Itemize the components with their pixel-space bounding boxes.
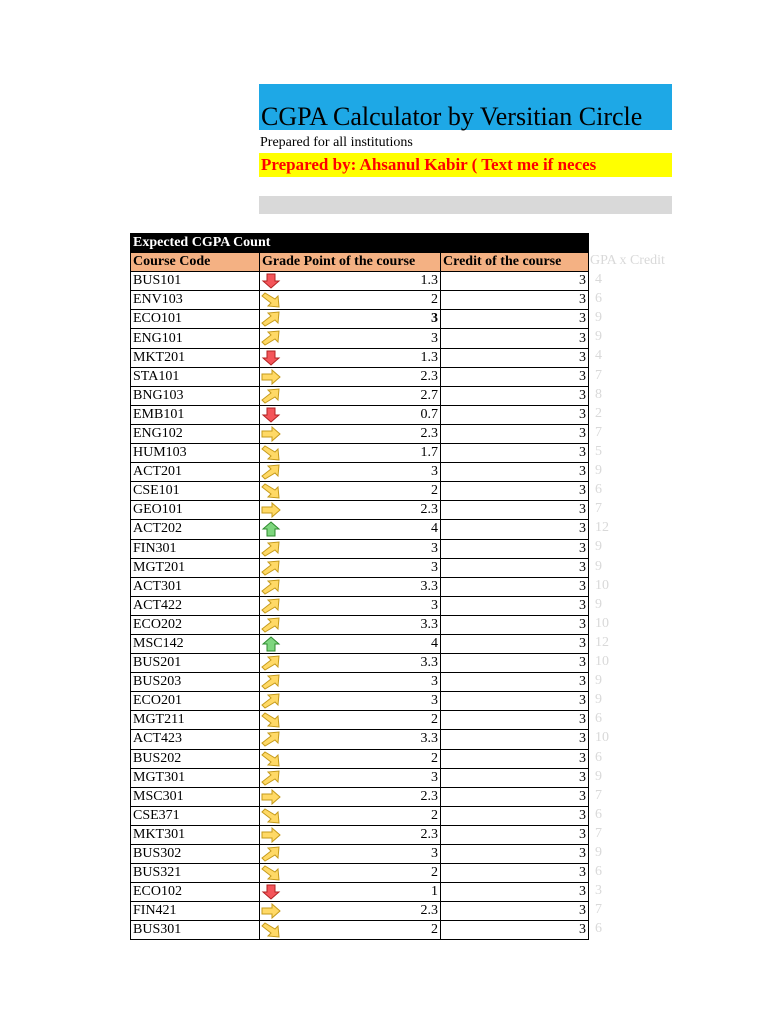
gpa-credit-value: 7	[595, 787, 602, 803]
course-code-cell[interactable]: ECO101	[131, 310, 260, 329]
section-title-row	[131, 234, 589, 253]
credit-cell[interactable]: 3	[441, 329, 589, 348]
yellow-up-right-arrow-icon	[261, 674, 281, 690]
grade-point-value: 2.3	[420, 903, 438, 919]
table-row	[131, 348, 589, 367]
credit-cell[interactable]: 3	[441, 883, 589, 902]
grade-point-value: 3	[431, 464, 438, 480]
gpa-credit-value: 9	[595, 463, 602, 478]
grade-point-value: 2.3	[420, 502, 438, 518]
gpa-credit-value: 6	[595, 921, 602, 937]
grade-point-cell[interactable]	[260, 577, 441, 596]
grade-point-value: 4	[431, 636, 438, 652]
credit-cell[interactable]: 3	[441, 921, 589, 940]
course-code-cell[interactable]: BUS202	[131, 749, 260, 768]
table-row	[131, 634, 589, 653]
red-down-arrow-icon	[261, 884, 281, 900]
gpa-credit-value: 9	[595, 673, 602, 689]
table-row	[131, 272, 589, 291]
gpa-credit-value: 7	[595, 424, 602, 440]
author-text: Prepared by: Ahsanul Kabir ( Text me if neces	[261, 155, 597, 174]
gpa-credit-value: 9	[595, 596, 602, 612]
grade-point-value: 3	[431, 559, 438, 575]
grade-point-value: 3	[431, 330, 438, 346]
section-title: Expected CGPA Count	[131, 234, 589, 253]
yellow-right-arrow-icon	[261, 789, 281, 805]
gpa-credit-value: 4	[595, 348, 602, 364]
green-up-arrow-icon	[261, 636, 281, 652]
course-code-cell[interactable]: BUS203	[131, 673, 260, 692]
credit-cell[interactable]: 3	[441, 634, 589, 653]
yellow-down-right-arrow-icon	[261, 292, 281, 308]
grade-point-cell[interactable]	[260, 291, 441, 310]
grade-point-cell[interactable]	[260, 272, 441, 291]
gpa-credit-value: 6	[595, 806, 602, 822]
grade-point-value: 4	[431, 521, 438, 537]
credit-cell[interactable]: 3	[441, 730, 589, 749]
table-row	[131, 424, 589, 443]
table-row	[131, 520, 589, 539]
course-code-cell[interactable]: ACT201	[131, 463, 260, 482]
col-header-grade-point[interactable]: Grade Point of the course	[260, 253, 441, 272]
page-subtitle: Prepared for all institutions	[260, 135, 413, 150]
cgpa-table	[130, 233, 589, 940]
table-row	[131, 558, 589, 577]
grade-point-cell[interactable]	[260, 883, 441, 902]
table-row	[131, 730, 589, 749]
gpa-credit-value: 6	[595, 482, 602, 498]
grade-point-value: 2	[431, 865, 438, 881]
grade-point-value: 2.3	[420, 368, 438, 384]
gpa-credit-value: 9	[595, 558, 602, 574]
course-code-cell[interactable]: BUS302	[131, 845, 260, 864]
course-code-cell[interactable]: MSC142	[131, 634, 260, 653]
table-row	[131, 845, 589, 864]
grade-point-cell[interactable]	[260, 558, 441, 577]
grade-point-value: 3.3	[420, 655, 438, 671]
credit-cell[interactable]: 3	[441, 654, 589, 673]
grade-point-value: 2	[431, 922, 438, 938]
credit-cell[interactable]: 3	[441, 692, 589, 711]
grade-point-cell[interactable]	[260, 787, 441, 806]
yellow-up-right-arrow-icon	[261, 770, 281, 786]
yellow-down-right-arrow-icon	[261, 865, 281, 881]
red-down-arrow-icon	[261, 407, 281, 423]
table-row	[131, 444, 589, 463]
grade-point-value: 3	[431, 674, 438, 690]
gpa-credit-value: 9	[595, 692, 602, 708]
course-code-cell[interactable]: ENG101	[131, 329, 260, 348]
yellow-right-arrow-icon	[261, 502, 281, 518]
grade-point-cell[interactable]	[260, 310, 441, 329]
grade-point-cell[interactable]	[260, 348, 441, 367]
yellow-down-right-arrow-icon	[261, 445, 281, 461]
grade-point-cell[interactable]	[260, 424, 441, 443]
credit-cell[interactable]: 3	[441, 348, 589, 367]
table-row	[131, 883, 589, 902]
table-row	[131, 577, 589, 596]
credit-cell[interactable]: 3	[441, 749, 589, 768]
credit-cell[interactable]: 3	[441, 539, 589, 558]
course-code-cell[interactable]: FIN301	[131, 539, 260, 558]
table-row	[131, 539, 589, 558]
grade-point-cell[interactable]	[260, 520, 441, 539]
course-code-cell[interactable]: ECO201	[131, 692, 260, 711]
course-code-cell[interactable]: MSC301	[131, 787, 260, 806]
grade-point-value: 3	[431, 769, 438, 785]
column-header-row	[131, 253, 589, 272]
table-row	[131, 482, 589, 501]
grade-point-value: 1	[431, 884, 438, 900]
grade-point-cell[interactable]	[260, 825, 441, 844]
grade-point-value: 2.3	[420, 826, 438, 842]
yellow-right-arrow-icon	[261, 827, 281, 843]
credit-cell[interactable]: 3	[441, 367, 589, 386]
yellow-up-right-arrow-icon	[261, 560, 281, 576]
grade-point-value: 3.3	[420, 578, 438, 594]
table-row	[131, 806, 589, 825]
course-code-cell[interactable]: ACT422	[131, 596, 260, 615]
gpa-credit-value: 7	[595, 902, 602, 918]
yellow-up-right-arrow-icon	[261, 846, 281, 862]
grade-point-cell[interactable]	[260, 768, 441, 787]
table-row	[131, 692, 589, 711]
gpa-credit-value: 9	[595, 310, 602, 326]
grade-point-value: 2.3	[420, 425, 438, 441]
grade-point-cell[interactable]	[260, 711, 441, 730]
table-row	[131, 615, 589, 634]
gpa-credit-value: 2	[595, 405, 602, 421]
grade-point-cell[interactable]	[260, 444, 441, 463]
grade-point-cell[interactable]	[260, 749, 441, 768]
credit-cell[interactable]: 3	[441, 806, 589, 825]
grade-point-cell[interactable]	[260, 482, 441, 501]
course-code-cell[interactable]: ECO202	[131, 615, 260, 634]
grade-point-value: 2.3	[420, 788, 438, 804]
table-row	[131, 501, 589, 520]
gray-divider-bar	[259, 196, 672, 214]
grade-point-cell[interactable]	[260, 501, 441, 520]
grade-point-value: 3.3	[420, 616, 438, 632]
grade-point-cell[interactable]	[260, 386, 441, 405]
credit-cell[interactable]: 3	[441, 558, 589, 577]
grade-point-cell[interactable]	[260, 367, 441, 386]
gpa-credit-value: 7	[595, 367, 602, 383]
gpa-credit-value: 6	[595, 291, 602, 307]
course-code-cell[interactable]: MGT301	[131, 768, 260, 787]
credit-cell[interactable]: 3	[441, 463, 589, 482]
table-row	[131, 768, 589, 787]
credit-cell[interactable]: 3	[441, 577, 589, 596]
yellow-up-right-arrow-icon	[261, 388, 281, 404]
grade-point-value: 0.7	[420, 406, 438, 422]
course-code-cell[interactable]: BNG103	[131, 386, 260, 405]
credit-cell[interactable]: 3	[441, 787, 589, 806]
course-code-cell[interactable]: ECO102	[131, 883, 260, 902]
credit-cell[interactable]: 3	[441, 520, 589, 539]
table-row	[131, 654, 589, 673]
grade-point-value: 2	[431, 750, 438, 766]
credit-cell[interactable]: 3	[441, 501, 589, 520]
gpa-credit-value: 9	[595, 539, 602, 555]
table-row	[131, 386, 589, 405]
grade-point-value: 3	[431, 597, 438, 613]
table-row	[131, 405, 589, 424]
grade-point-value: 3.3	[420, 731, 438, 747]
gpa-credit-value: 10	[595, 615, 609, 631]
table-row	[131, 310, 589, 329]
course-code-cell[interactable]: CSE371	[131, 806, 260, 825]
yellow-up-right-arrow-icon	[261, 579, 281, 595]
credit-cell[interactable]: 3	[441, 386, 589, 405]
grade-point-value: 2	[431, 807, 438, 823]
grade-point-value: 1.3	[420, 349, 438, 365]
grade-point-value: 2.7	[420, 387, 438, 403]
grade-point-cell[interactable]	[260, 673, 441, 692]
course-code-cell[interactable]: MGT201	[131, 558, 260, 577]
gpa-credit-value: 8	[595, 386, 602, 402]
table-row	[131, 787, 589, 806]
course-code-cell[interactable]: FIN421	[131, 902, 260, 921]
table-row	[131, 864, 589, 883]
grade-point-value: 3	[431, 846, 438, 862]
yellow-up-right-arrow-icon	[261, 464, 281, 480]
course-code-cell[interactable]: CSE101	[131, 482, 260, 501]
course-code-cell[interactable]: ACT301	[131, 577, 260, 596]
grade-point-value: 1.7	[420, 445, 438, 461]
page-title: CGPA Calculator by Versitian Circle	[261, 102, 643, 131]
grade-point-value: 1.3	[420, 273, 438, 289]
grade-point-cell[interactable]	[260, 654, 441, 673]
grade-point-cell[interactable]	[260, 730, 441, 749]
gpa-credit-value: 10	[595, 577, 609, 593]
credit-cell[interactable]: 3	[441, 272, 589, 291]
grade-point-cell[interactable]	[260, 405, 441, 424]
gpa-credit-value: 5	[595, 443, 602, 459]
credit-cell[interactable]: 3	[441, 902, 589, 921]
grade-point-cell[interactable]	[260, 596, 441, 615]
gpa-credit-value: 12	[595, 520, 609, 536]
course-code-cell[interactable]: GEO101	[131, 501, 260, 520]
course-code-cell[interactable]: ACT423	[131, 730, 260, 749]
credit-cell[interactable]: 3	[441, 864, 589, 883]
credit-cell[interactable]: 3	[441, 310, 589, 329]
grade-point-value: 2	[431, 292, 438, 308]
yellow-up-right-arrow-icon	[261, 655, 281, 671]
credit-cell[interactable]: 3	[441, 673, 589, 692]
col-header-gpa-x-credit: GPA x Credit	[590, 253, 665, 268]
yellow-up-right-arrow-icon	[261, 731, 281, 747]
credit-cell[interactable]: 3	[441, 424, 589, 443]
yellow-down-right-arrow-icon	[261, 712, 281, 728]
grade-point-value: 3	[431, 311, 438, 327]
gpa-credit-value: 9	[595, 768, 602, 784]
grade-point-value: 2	[431, 483, 438, 499]
gpa-credit-value: 6	[595, 749, 602, 765]
course-code-cell[interactable]: HUM103	[131, 444, 260, 463]
course-code-cell[interactable]: ENV103	[131, 291, 260, 310]
grade-point-cell[interactable]	[260, 615, 441, 634]
grade-point-value: 3	[431, 693, 438, 709]
table-row	[131, 825, 589, 844]
yellow-down-right-arrow-icon	[261, 483, 281, 499]
grade-point-cell[interactable]	[260, 845, 441, 864]
table-row	[131, 596, 589, 615]
col-header-course-code[interactable]: Course Code	[131, 253, 260, 272]
course-code-cell[interactable]: EMB101	[131, 405, 260, 424]
gpa-credit-value: 10	[595, 730, 609, 746]
grade-point-cell[interactable]	[260, 902, 441, 921]
yellow-up-right-arrow-icon	[261, 598, 281, 614]
credit-cell[interactable]: 3	[441, 845, 589, 864]
gpa-credit-value: 10	[595, 654, 609, 669]
yellow-down-right-arrow-icon	[261, 751, 281, 767]
credit-cell[interactable]: 3	[441, 768, 589, 787]
grade-point-cell[interactable]	[260, 634, 441, 653]
grade-point-cell[interactable]	[260, 329, 441, 348]
credit-cell[interactable]: 3	[441, 596, 589, 615]
green-up-arrow-icon	[261, 521, 281, 537]
yellow-up-right-arrow-icon	[261, 311, 281, 327]
course-code-cell[interactable]: MGT211	[131, 711, 260, 730]
course-code-cell[interactable]: BUS321	[131, 864, 260, 883]
grade-point-cell[interactable]	[260, 806, 441, 825]
col-header-credit[interactable]: Credit of the course	[441, 253, 589, 272]
credit-cell[interactable]: 3	[441, 405, 589, 424]
yellow-down-right-arrow-icon	[261, 808, 281, 824]
yellow-up-right-arrow-icon	[261, 617, 281, 633]
grade-point-value: 3	[431, 540, 438, 556]
gpa-credit-value: 4	[595, 272, 602, 287]
grade-point-cell[interactable]	[260, 692, 441, 711]
gpa-credit-value: 7	[595, 501, 602, 517]
grade-point-cell[interactable]	[260, 921, 441, 940]
table-row	[131, 463, 589, 482]
table-row	[131, 329, 589, 348]
gpa-credit-value: 9	[595, 845, 602, 860]
credit-cell[interactable]: 3	[441, 825, 589, 844]
yellow-right-arrow-icon	[261, 903, 281, 919]
course-code-cell[interactable]: MKT201	[131, 348, 260, 367]
yellow-up-right-arrow-icon	[261, 330, 281, 346]
grade-point-cell[interactable]	[260, 463, 441, 482]
course-code-cell[interactable]: BUS101	[131, 272, 260, 291]
course-code-cell[interactable]: ENG102	[131, 424, 260, 443]
author-banner	[259, 153, 672, 177]
gpa-credit-value: 6	[595, 864, 602, 880]
gpa-credit-value: 9	[595, 329, 602, 345]
course-code-cell[interactable]: BUS301	[131, 921, 260, 940]
credit-cell[interactable]: 3	[441, 615, 589, 634]
credit-cell[interactable]: 3	[441, 711, 589, 730]
gpa-credit-value: 7	[595, 825, 602, 841]
gpa-credit-value: 12	[595, 634, 609, 650]
course-code-cell[interactable]: STA101	[131, 367, 260, 386]
credit-cell[interactable]: 3	[441, 291, 589, 310]
grade-point-cell[interactable]	[260, 864, 441, 883]
table-row	[131, 367, 589, 386]
gpa-credit-value: 3	[595, 883, 602, 899]
red-down-arrow-icon	[261, 273, 281, 289]
table-row	[131, 921, 589, 940]
grade-point-value: 2	[431, 712, 438, 728]
table-row	[131, 749, 589, 768]
yellow-right-arrow-icon	[261, 426, 281, 442]
table-row	[131, 711, 589, 730]
yellow-right-arrow-icon	[261, 369, 281, 385]
yellow-down-right-arrow-icon	[261, 922, 281, 938]
table-row	[131, 291, 589, 310]
gpa-credit-value: 6	[595, 711, 602, 727]
course-code-cell[interactable]: MKT301	[131, 825, 260, 844]
credit-cell[interactable]: 3	[441, 482, 589, 501]
red-down-arrow-icon	[261, 350, 281, 366]
yellow-up-right-arrow-icon	[261, 541, 281, 557]
grade-point-cell[interactable]	[260, 539, 441, 558]
course-code-cell[interactable]: ACT202	[131, 520, 260, 539]
course-code-cell[interactable]: BUS201	[131, 654, 260, 673]
yellow-up-right-arrow-icon	[261, 693, 281, 709]
table-row	[131, 673, 589, 692]
table-row	[131, 902, 589, 921]
credit-cell[interactable]: 3	[441, 444, 589, 463]
